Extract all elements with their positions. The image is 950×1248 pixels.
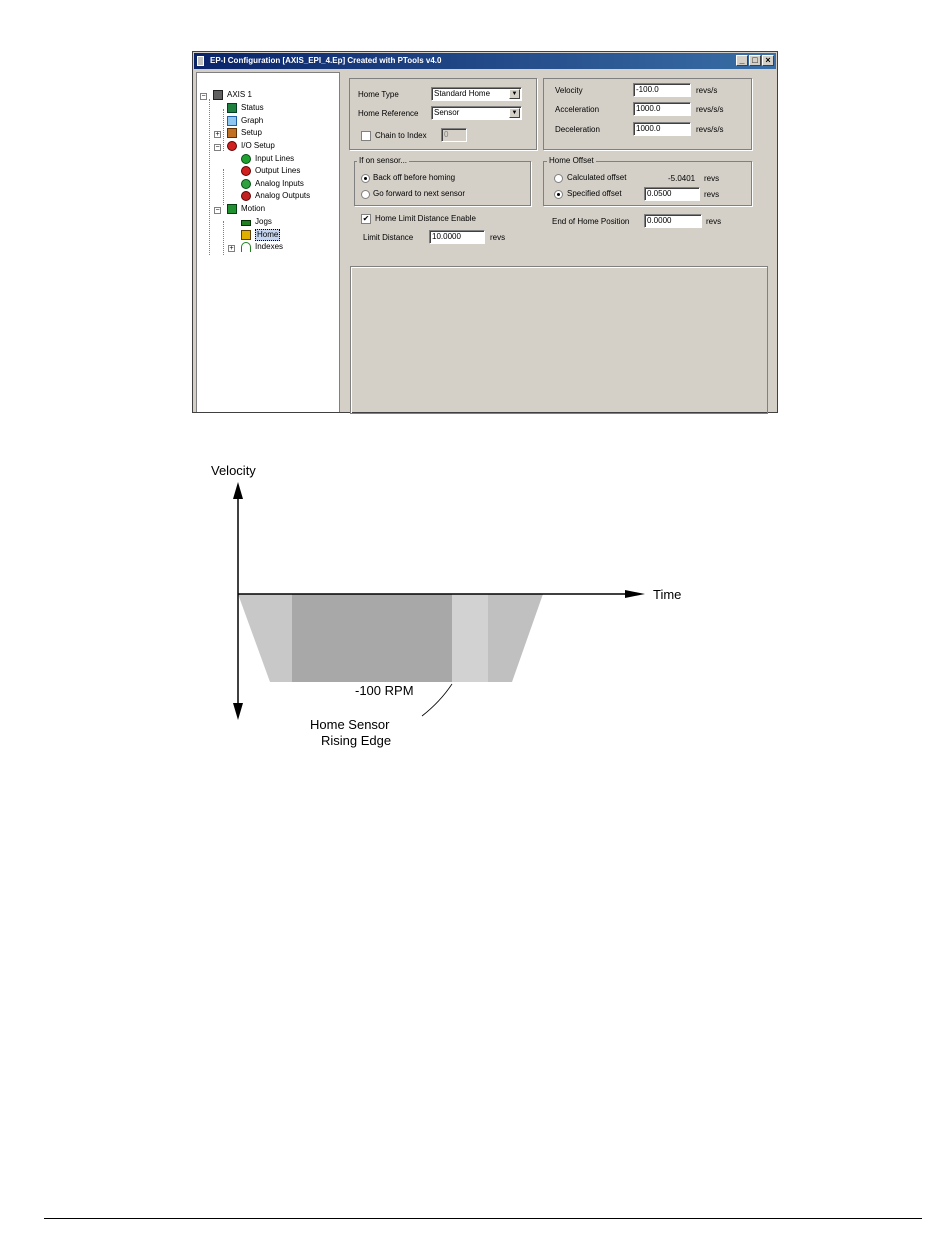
specified-offset-label: Specified offset <box>567 189 622 198</box>
velocity-axis-down-arrow-icon <box>233 703 243 720</box>
end-position-unit: revs <box>706 217 722 226</box>
velocity-unit: revs/s <box>696 86 718 95</box>
window-title: EP-I Configuration [AXIS_EPI_4.Ep] Created with PTools v4.0 <box>210 56 442 65</box>
maximize-button[interactable]: □ <box>749 55 761 66</box>
velocity-axis-up-arrow-icon <box>233 482 243 499</box>
limit-distance-input[interactable]: 10.0000 <box>429 230 485 244</box>
navigation-tree: − AXIS 1 Status Graph + Setup − I/O Setup Input Lines Output Lines Analog Inputs Analog Outputs − Motion Jogs Home + Indexes <box>196 72 340 413</box>
if-on-sensor-title: If on sensor... <box>359 156 408 165</box>
page-footer-rule <box>44 1218 922 1219</box>
home-reference-label: Home Reference <box>358 109 419 118</box>
constant-velocity-segment <box>292 594 452 682</box>
home-limit-enable-label: Home Limit Distance Enable <box>375 214 476 223</box>
expand-indexes-toggle[interactable]: + <box>229 245 234 252</box>
deceleration-unit: revs/s/s <box>696 125 724 134</box>
calculated-offset-label: Calculated offset <box>567 173 627 182</box>
rising-edge-annotation: Rising Edge <box>321 733 392 748</box>
home-limit-enable-checkbox[interactable]: ✔ <box>362 214 370 223</box>
chain-to-index-label: Chain to Index <box>375 131 427 140</box>
time-axis-arrow-icon <box>625 590 645 598</box>
acceleration-label: Acceleration <box>555 105 600 114</box>
calculated-offset-value: -5.0401 <box>668 174 696 183</box>
decel-segment <box>488 594 543 682</box>
deceleration-input[interactable]: 1000.0 <box>633 122 691 136</box>
minimize-button[interactable]: _ <box>736 55 748 66</box>
velocity-label: Velocity <box>555 86 583 95</box>
chain-to-index-input[interactable]: 0 <box>441 128 467 142</box>
chevron-down-icon: ▼ <box>509 108 520 118</box>
deceleration-label: Deceleration <box>555 125 600 134</box>
collapse-io-setup-toggle[interactable]: − <box>215 144 220 151</box>
rpm-annotation: -100 RPM <box>355 683 414 698</box>
acceleration-input[interactable]: 1000.0 <box>633 102 691 116</box>
home-reference-value: Sensor <box>434 108 460 117</box>
chevron-down-icon: ▼ <box>509 89 520 99</box>
specified-offset-input[interactable]: 0.0500 <box>644 187 700 201</box>
specified-offset-unit: revs <box>704 190 720 199</box>
home-type-label: Home Type <box>358 90 399 99</box>
end-position-input[interactable]: 0.0000 <box>644 214 702 228</box>
close-button[interactable]: × <box>762 55 774 66</box>
calculated-offset-unit: revs <box>704 174 720 183</box>
sensor-leader-line <box>422 684 452 716</box>
home-offset-title: Home Offset <box>549 156 594 165</box>
home-sensor-annotation: Home Sensor <box>310 717 390 732</box>
accel-segment <box>238 594 292 682</box>
post-sensor-segment <box>452 594 488 682</box>
back-off-label: Back off before homing <box>373 173 456 182</box>
chart-ylabel: Velocity <box>211 463 256 478</box>
limit-distance-label: Limit Distance <box>363 233 414 242</box>
home-type-value: Standard Home <box>434 89 491 98</box>
collapse-motion-toggle[interactable]: − <box>215 207 220 214</box>
limit-distance-unit: revs <box>490 233 506 242</box>
velocity-input[interactable]: -100.0 <box>633 83 691 97</box>
end-position-label: End of Home Position <box>552 217 630 226</box>
acceleration-unit: revs/s/s <box>696 105 724 114</box>
go-forward-label: Go forward to next sensor <box>373 189 466 198</box>
chart-xlabel: Time <box>653 587 682 602</box>
collapse-axis-toggle[interactable]: − <box>201 93 206 100</box>
expand-setup-toggle[interactable]: + <box>215 131 220 138</box>
